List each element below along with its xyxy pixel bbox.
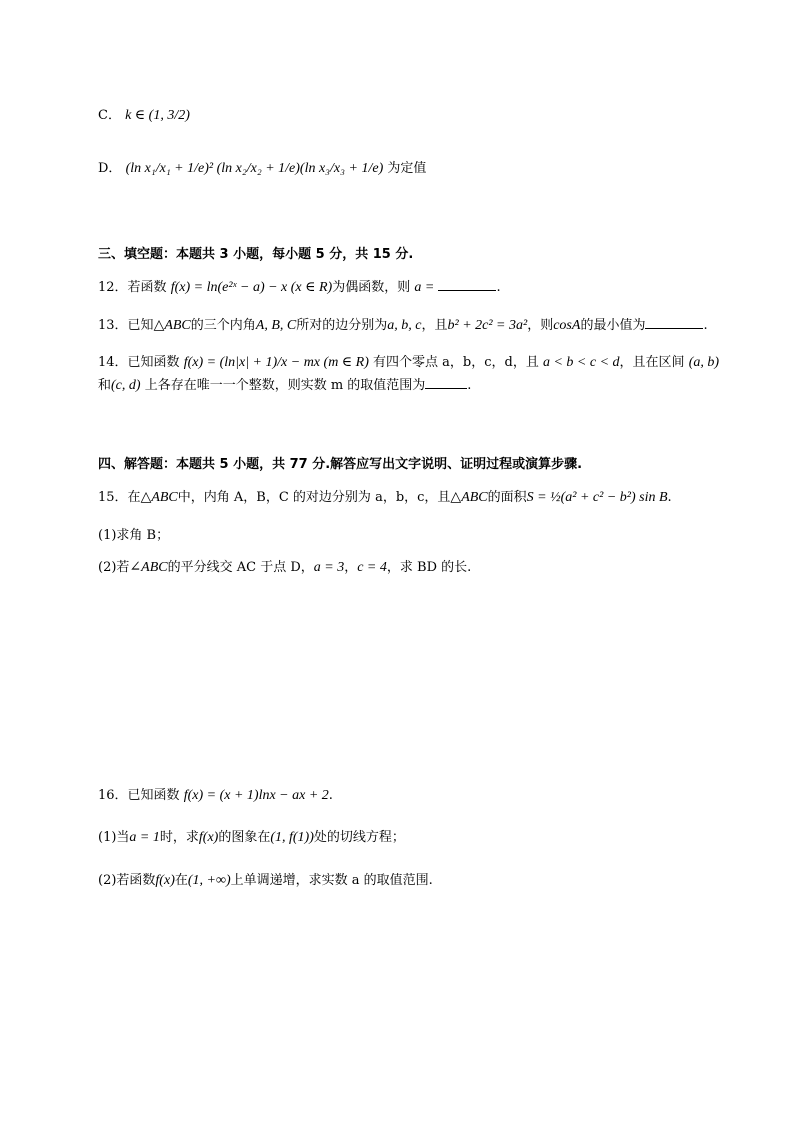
q16-p2-b: 在: [174, 873, 188, 888]
q16-p1-cond: a = 1: [129, 830, 160, 845]
q13-angles: A, B, C: [255, 318, 297, 333]
q14-and: 和: [98, 378, 112, 393]
q16-number: 16．: [98, 788, 128, 803]
q14-text1: 已知函数: [127, 355, 180, 370]
q15-p2-d: ，: [344, 560, 358, 575]
q16-p2-f: f(x): [155, 873, 175, 888]
q16-expr: f(x) = (x + 1)lnx − ax + 2: [183, 788, 329, 803]
q14-interval1: (a, b): [688, 355, 720, 370]
q16-p1-b: 时，求: [159, 830, 199, 845]
q12-pre: 若函数: [127, 280, 167, 295]
q15-triangle: △ABC: [140, 490, 178, 505]
q15-p2-b: 的平分线交 AC 于点 D，: [167, 560, 314, 575]
q13-mid1: 的三个内角: [190, 318, 256, 333]
q13-mid2: 所对的边分别为: [296, 318, 388, 333]
q14-text4: 上各存在唯一一个整数，则实数 m 的取值范围为: [144, 378, 426, 393]
question-13: [98, 314, 708, 336]
q16-part1: [98, 828, 405, 848]
q14-inequality: a < b < c < d: [542, 355, 620, 370]
q16-p2-a: (2)若函数: [98, 873, 156, 888]
option-d-label: D．: [98, 161, 122, 176]
option-c-label: C．: [98, 108, 121, 123]
option-d: [98, 159, 426, 179]
q16-part2: [98, 871, 433, 891]
q13-triangle: △ABC: [153, 318, 191, 333]
q13-mid5: 的最小值为: [580, 318, 646, 333]
q16-p1-c: 的图象在: [218, 830, 271, 845]
q13-cos: cosA: [553, 318, 581, 333]
q15-text3: 的面积: [487, 490, 527, 505]
q15-p2-c-value: c = 4: [357, 560, 387, 575]
q14-expr: f(x) = (ln|x| + 1)/x − mx (m ∈ R): [183, 355, 369, 370]
q16-p1-f: f(x): [198, 830, 219, 845]
option-c: [98, 106, 190, 126]
q13-number: 13．: [98, 318, 128, 333]
q15-p2-angle: ∠ABC: [129, 560, 168, 575]
q12-mid: 为偶函数，则: [332, 280, 411, 295]
question-15: [98, 488, 672, 508]
q12-var: a =: [414, 280, 435, 295]
q16-end: .: [328, 788, 333, 803]
q15-part1: (1)求角 B；: [98, 528, 170, 543]
q14-end: .: [467, 378, 472, 393]
section4-heading: 四、解答题：本题共 5 小题，共 77 分.解答应写出文字说明、证明过程或演算步骤.: [98, 457, 583, 472]
q15-text1: 在: [127, 490, 141, 505]
q15-triangle-2: △ABC: [450, 490, 488, 505]
q13-mid4: ，则: [527, 318, 554, 333]
q13-pre: 已知: [127, 318, 154, 333]
question-14: [98, 352, 722, 397]
q13-end: .: [703, 318, 708, 333]
q16-p2-c: 上单调递增，求实数 a 的取值范围.: [230, 873, 433, 888]
q16-p1-point: (1, f(1)): [270, 830, 314, 845]
q12-expr: f(x) = ln(e²ˣ − a) − x (x ∈ R): [170, 280, 333, 295]
option-d-suffix: 为定值: [387, 161, 427, 176]
q13-condition: b² + 2c² = 3a²: [447, 318, 528, 333]
q14-number: 14．: [98, 355, 128, 370]
section3-heading: 三、填空题：本题共 3 小题，每小题 5 分，共 15 分.: [98, 247, 414, 262]
q16-p1-a: (1)当: [98, 830, 130, 845]
q13-answer-blank[interactable]: [645, 314, 703, 329]
q15-text2: 中，内角 A，B，C 的对边分别为 a，b，c，且: [177, 490, 451, 505]
q15-area-expr: S = ½(a² + c² − b²) sin B: [526, 490, 668, 505]
q14-text2: 有四个零点 a，b，c，d，且: [373, 355, 539, 370]
q15-number: 15．: [98, 490, 128, 505]
q14-answer-blank[interactable]: [425, 374, 467, 389]
q16-text1: 已知函数: [127, 788, 180, 803]
q12-answer-blank[interactable]: [438, 276, 496, 291]
q15-p2-a-value: a = 3: [313, 560, 345, 575]
question-16: [98, 786, 333, 806]
option-c-expr: k ∈ (1, 3/2): [125, 108, 190, 123]
q14-text3: ，且在区间: [619, 355, 685, 370]
q15-p2-f: ，求 BD 的长.: [386, 560, 472, 575]
q13-mid3: ，且: [421, 318, 448, 333]
question-12: [98, 276, 501, 298]
q15-part2: [98, 558, 471, 578]
option-d-expr: (ln x₁/x₁ + 1/e)² (ln x₂/x₂ + 1/e)(ln x₃/x₃ + 1/e): [125, 161, 384, 176]
q16-p2-interval: (1, +∞): [187, 873, 231, 888]
q15-p2-a: (2)若: [98, 560, 130, 575]
q12-end: .: [496, 280, 501, 295]
q15-end: .: [667, 490, 672, 505]
q14-interval2: (c, d): [111, 378, 141, 393]
q12-number: 12．: [98, 280, 128, 295]
q13-sides: a, b, c: [387, 318, 422, 333]
q16-p1-d: 处的切线方程；: [313, 830, 405, 845]
